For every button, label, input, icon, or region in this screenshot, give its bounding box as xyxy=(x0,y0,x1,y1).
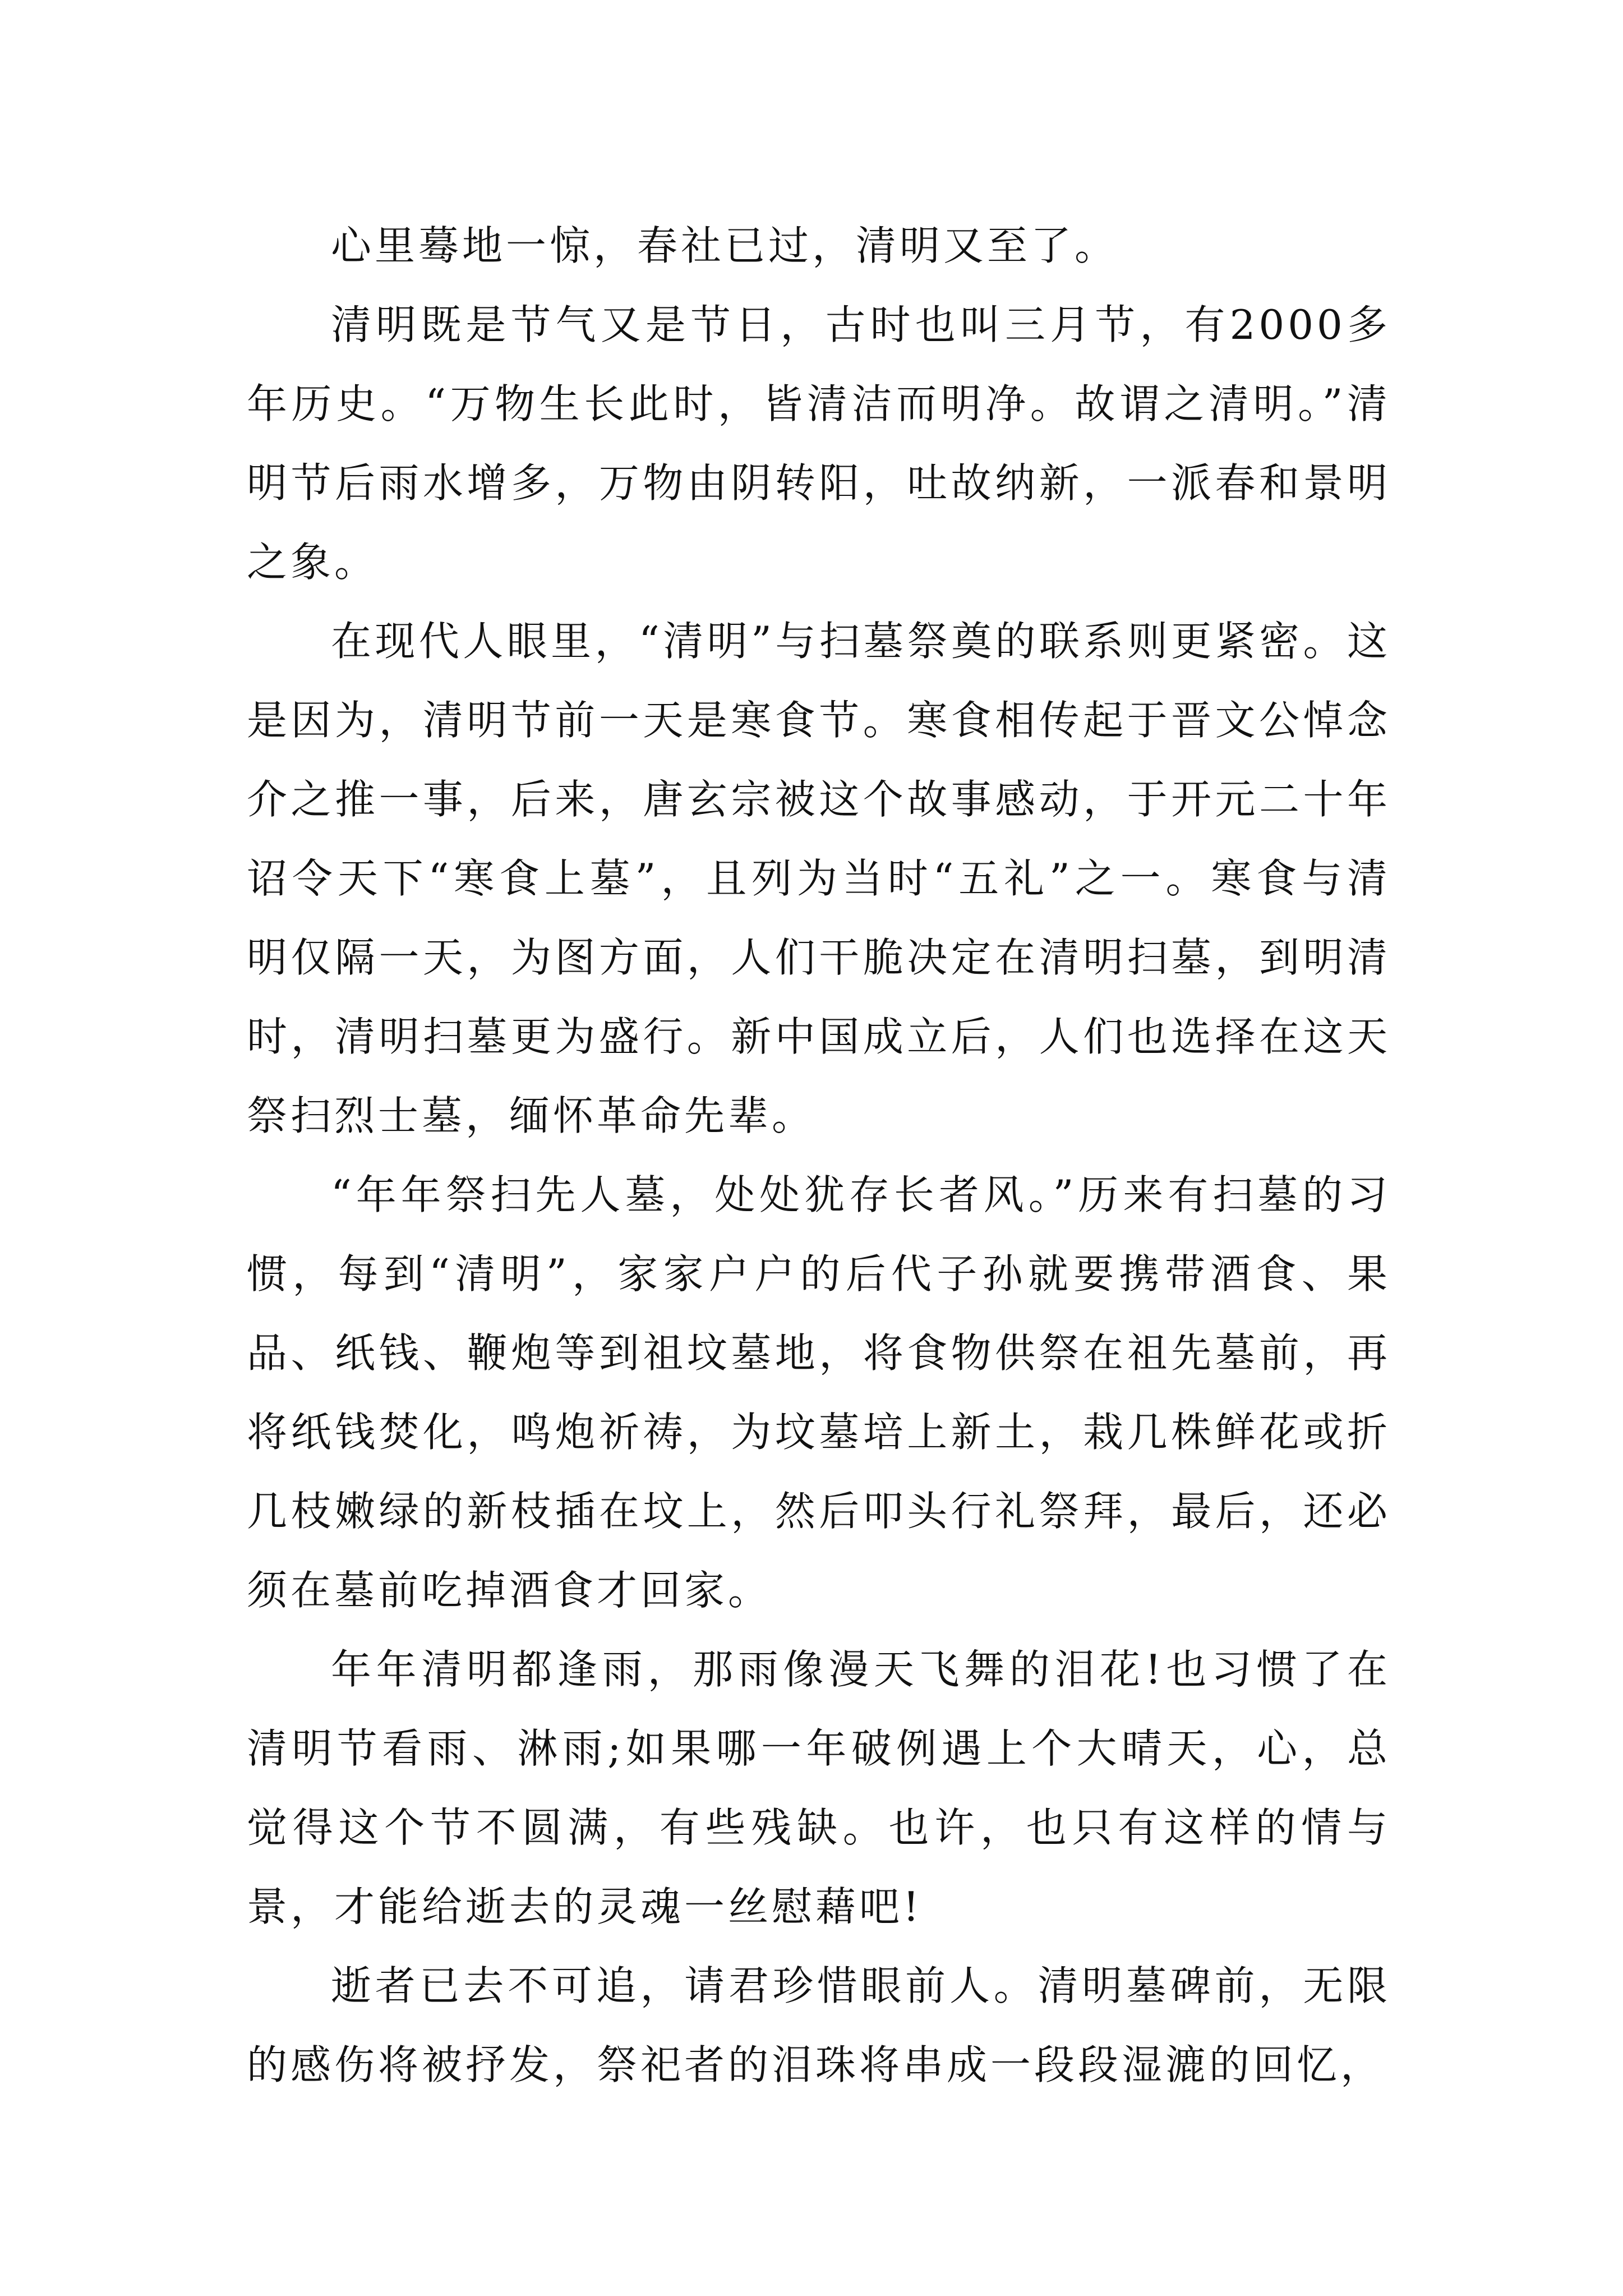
document-body xyxy=(247,206,1391,2105)
paragraph: “年年祭扫先人墓，处处犹存长者风。”历来有扫墓的习惯，每到“清明”，家家户户的后代子孙就要携带酒食、果品、纸钱、鞭炮等到祖坟墓地，将食物供祭在祖先墓前，再将纸钱焚化，鸣炮祈祷，为坟墓培上新土，栽几株鲜花或折几枝嫩绿的新枝插在坟上，然后叩头行礼祭拜，最后，还必须在墓前吃掉酒食才回家。 xyxy=(247,1171,1391,1614)
paragraph: 逝者已去不可追，请君珍惜眼前人。清明墓碑前，无限的感伤将被抒发，祭祀者的泪珠将串成一段段湿漉的回忆， xyxy=(247,1962,1391,2088)
paragraph: 年年清明都逢雨，那雨像漫天飞舞的泪花!也习惯了在清明节看雨、淋雨;如果哪一年破例遇上个大晴天，心，总觉得这个节不圆满，有些残缺。也许，也只有这样的情与景，才能给逝去的灵魂一丝慰藉吧! xyxy=(247,1646,1391,1930)
paragraph: 心里蓦地一惊，春社已过，清明又至了。 xyxy=(331,222,1119,269)
paragraph: 清明既是节气又是节日，古时也叫三月节，有2000多年历史。“万物生长此时，皆清洁而明净。故谓之清明。”清明节后雨水增多，万物由阴转阳，吐故纳新，一派春和景明之象。 xyxy=(247,301,1391,586)
paragraph: 在现代人眼里，“清明”与扫墓祭奠的联系则更紧密。这是因为，清明节前一天是寒食节。寒食相传起于晋文公悼念介之推一事，后来，唐玄宗被这个故事感动，于开元二十年诏令天下“寒食上墓”，且列为当时“五礼”之一。寒食与清明仅隔一天，为图方面，人们干脆决定在清明扫墓，到明清时，清明扫墓更为盛行。新中国成立后，人们也选择在这天祭扫烈士墓，缅怀革命先辈。 xyxy=(247,618,1391,1139)
